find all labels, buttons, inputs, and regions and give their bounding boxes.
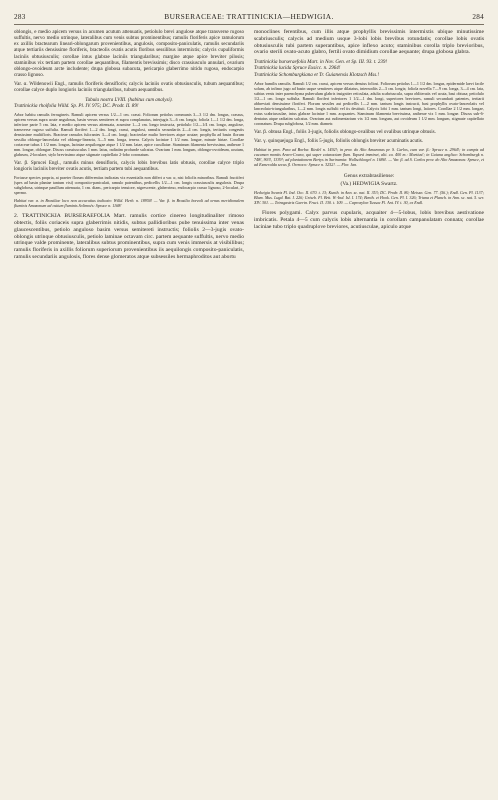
- page-number-left: 283: [14, 13, 26, 21]
- page-header: [14, 12, 484, 25]
- right-column-paragraph: Arbor humilis ramulis. Ramuli 1/2 cm. crassi, apicem versus densius foliosi. Foliorum petiolus 1—1 1/2 dm. longus, epidermide laevi facile solum, ab infimo jugo ad basin usque semiteres atque dilatatus, internodiis 2—3 cm. longis; foliola novella 7—9 cm. longa, 3—4 cm. lata, subtus venis inter parenchyma puberulum glabris insigniter reticulata, adulta scabriuscula, supra obliteratis vel acuta, basi obtusa; petiolulo 1/2—1 cm. longo suffulta. Ramuli floriferi inferiores 1 1/2—1 dm. longi, superiores breviores, ramuli secundarii patentes, tertiarii abbreviati densissime floriferi. Florum sessiles aut pedicellis 1—2 mm. tantum longis instructi, basi prophyllis ovato-lanceolatis vel lanceolato-triangularibus, 1—2 mm. longis suffulti vel iis destituti. Calycis lobi 1 mm. tantum longi, latiores. Corollae 2 1/2 mm. longae, extus scabriusculae, intus glabrae laciniae 1 mm. acquantes. Staminum filamenta brevissima, antherae vix 1 mm. longae. Discus sub-6-dentatus atque radiatim sulcatus. Ovarium aut rudimentarium vix 1/2 mm. longum, aut ovoideum 1 1/2 mm. longum, stigmate capitellato coronatum. Drupa subglobosa, 1/2 mm. diametr.: [254, 80, 484, 126]
- right-column-paragraph: Trattinickia Schomburgkiana et Tr. Guianensis Klotzsch Mss.!: [254, 71, 380, 78]
- left-column: [14, 29, 244, 797]
- left-column-paragraph: Var. β. Spruceі Engl., ramulis minus densifloris, calycis lobis brevibus latis obtusis, corollae calyce triplo longioris laciniis breviter ovatis acutis, tertiam partem tubi aequantibus.: [14, 159, 244, 173]
- page-number-right: 284: [472, 13, 484, 21]
- right-column-paragraph: Var. β. obtusa Engl., foliis 3-jugis, foliolis oblongo-ovalibus vel ovalibus utrinque obtusis.: [254, 128, 436, 135]
- right-column-paragraph: Flores polygami. Calyx parvus cupularis, acquaiter 4—5-lobus, lobis brevibus aestivatione imbricatis. Petala 4—5 cum calycis lobis alternantia in corollam campanulatam connata; corollae laciniae tubo triplo quadruplove breviores, acutiusculae, apiculo atque: [254, 210, 484, 230]
- right-column-paragraph: Trattinickia lucida Spruce Exsicc. n. 2964!: [254, 65, 341, 72]
- left-column-paragraph: Arbor habitu ramulis ferrugineis. Ramuli apicem versus 1/2—1 cm. crassi. Foliorum petiolus communis 3—3 1/2 dm. longus, crassus, apicem versus supra acute angulosus, basin versus semiteres et supra complanatus, interjugis 3—6 cm. longis; foliola 1—1 1/2 dm. longa, inferiore parte 5 cm. lata, e medio apicem versus attenuata, acumine 1—2 cm. longo instructa, petiolulo 1/2—1/4 cm. longo, angulose, transverse rugoso suffulta. Ramuli floriferi 1—2 dm. longi, crassi, angulosi, ramulis secundariis 2—4 cm. longis, tertiariis congestis densissime multifloris. Bracteae ramulos fulcrantes 3—4 cm. longi; bracteolae multo breviores atque acutae; prophylla ad basin florum sessilia oblongo-lanceolata vel oblongo-linearia, 3—5 mm. longa, tenera. Calycis laciniae 1 1/2 mm. longae, minute hirtae. Corollae coriaceae tubus 1 1/2 mm. longus, laciniae aequilongae atque 1 1/2 mm. latae, apice cucullatae. Staminum filamenta brevissima, antherae 1 mm. longae, oblongae. Discus crassiusculus 1 mm. latus, radiatim profunde sulcatus. Ovarium 1 mm. longum, oblongo-ovoideum, acutum, glabrum, 2-loculare, stylo brevissimo atque stigmate capitellato 2-lobo coronatum.: [14, 111, 244, 157]
- left-column-paragraph: Tabula nostra LVIII. (habitus cum analysi).: [85, 96, 173, 103]
- right-column: [254, 29, 484, 797]
- text-columns: [14, 29, 484, 797]
- right-column-paragraph: Genus extrabrasiliense:: [343, 172, 395, 179]
- right-column-paragraph: Hedwigia Swartz Fl. Ind. Occ. II. 670. t. 13; Kunth. in Ann. sc. nat. II. 353; DC. Prodr. II. 80; Meissn. Gen. 77. (56.); Endl. Gen. Pl. 1137; Blum. Mus. Lugd. Bat. I. 226; Griseb. Fl. Brit. W.-Ind. Isl. I. 174; Benth. et Hook. Gen. Pl. I. 326; Triana et Planch. in Ann. sc. nat. 5. ser. XIV. 301. — Tetragastris Gaertn. Fruct. II. 130. t. 109. — Caproxylon Tussac Fl. Ant. IV. t. 30, ex Endl.: [254, 190, 484, 206]
- right-column-paragraph: Habitat in prov. Para ad Borba: Riedel n. 1492!; in prov. do Alto Amazonas pr. S. Carlos, cum var. β.: Spruce n. 2964!; in campis ad cacumen montis Araro-Coara, qui super cataractam flum. Yapurá imminet, alit. ca. 400 m.: Martius!; in Guiana anglica: Schomburgk n. 748!, 903!, 1339!; ad plantationem Bertys in Surinamia: Wullschlaegel n. 1686!. — Var. β. ad S. Carlos prov. do Alto Amazonas: Spruce, et ad Esmeralda secus fl. Orenoco: Spruce n. 3252!. — Flor. Jan.: [254, 146, 484, 167]
- left-column-paragraph: oblongis, e medio apicem versus in acumen acutum attenuatis, petiolulo brevi angulose atque transverse rugoso suffultis, nervo medio utrinque, lateralibus cum venis subtus prominentibus; ramulis floriferis apice ramulorum ex axillis bractearum lineari-oblongarum provenientibus, angulosis, composito-paniculatis, ramulis secundariis atque tertiariis densissime floriferis, bracteolis ovatis acutis floribus sessilibus intermixtis; calycis cupuliformis laciniis obtusiusculis; corollae intus glabrae laciniis triangularibus; margine atque apice breviter pilosis; staminibus vix tertiam partem corollae aequantibus, filamentis brevissimis; disco crassiusculo annulari, ovarium oblongo-ovoideum arcte includente; drupa globosa subacuta, pericarpio glaberrimo nitido rugoso, endocarpio crasso lignoso.: [14, 29, 244, 79]
- left-column-paragraph: Fortasse species propria, at praeter florum differentias indicatas vix essentialis non differt a var. α, nisi foliolis minoribus. Ramuli fructiferi (spes ad basin plantae tantum visi) composito-paniculati, ramulo patentibus, pedicellis 1/2—1 cm. longis crassiusculis angulosis. Drupa subglobosa, utrinque pauillum attenuata, 1 cm. diam., pericarpio tenuiore, nigrescente, glaberrimo, endocarpio crasso lignoso, 2-loculari, 2-spermo.: [14, 175, 244, 196]
- right-column-paragraph: Var. γ. quinquejuga Engl., foliis 5-jugis, foliolis oblongis breviter acuminatis acutis.: [254, 137, 424, 144]
- running-title: BURSERACEAE: TRATTINICKIA—HEDWIGIA.: [164, 12, 334, 21]
- right-column-paragraph: (Va.) HEDWIGIA Swartz.: [340, 181, 398, 188]
- left-column-paragraph: Trattinickia rhoifolia Willd. Sp. Pl. IV. 975; DC. Prodr. II. 89!: [14, 102, 139, 109]
- left-column-paragraph: Var. α. Wildenowii Engl., ramulis floriferis densifloris; calycis laciniis ovatis obtusiusculis, tubum aequantibus; corollae calyce duplo longioris laciniis triangularibus, tubum aequantibus.: [14, 81, 244, 94]
- left-column-paragraph: Habitat var. α. in Brasiliae loco non accuratius indicato: Willd. Herb. n. 18950! — Var. β. in Brasilia boreali ad ornas meridionalem fluminis Amazonum ad ostium fluminis Solimoés: Spruce n. 1168!: [14, 198, 244, 209]
- right-column-paragraph: monoclines ferentibus, cum illis atque prophyllis brevissimis intermixtis ubique minutissime scabriusculis; calycis ad medium usque 3-lobi lobis brevibus rotundatis; corollae lobis ovatis obtusiusculis tubi partem superantibus, apice inflexo acuto; staminibus corolla triplo brevioribus, ovario sterili ovato-acuto glabro, fertili ovato dimidium corollae aequante; drupa globosa glabra.: [254, 29, 484, 56]
- right-column-paragraph: Trattinickia burseraefolia Mart. in Nov. Gen. et Sp. III. 93. t. 239!: [254, 59, 388, 66]
- left-column-paragraph: 2. TRATTINICKIA BURSERAEFOLIA Mart. ramulis cortice cinereo longitudinaliter rimoso obtectis, foliis coriaceis supra glaberrimis nitidis, subtus pallidioribus pube tenuissima inter venas glaucescentibus, petiolo anguloso basim versus semiteretі instructis; foliolis 2—3-jugis ovato-oblongis utrinque obtusiusculis, petiolo laminae octavam circ. partem aequante suffultis, nervo medio utrinque valde prominente, lateralibus subtus prominentibus, supra cum venis immersis at visibilibus; ramulis floriferis in axillis foliorum superiorum provenientibus iis aequilongis composito-paniculatis, ramulis secundariis angulosis, flores densе glomeratos atque subsessiles hermaphroditos aut abortu: [14, 213, 244, 260]
